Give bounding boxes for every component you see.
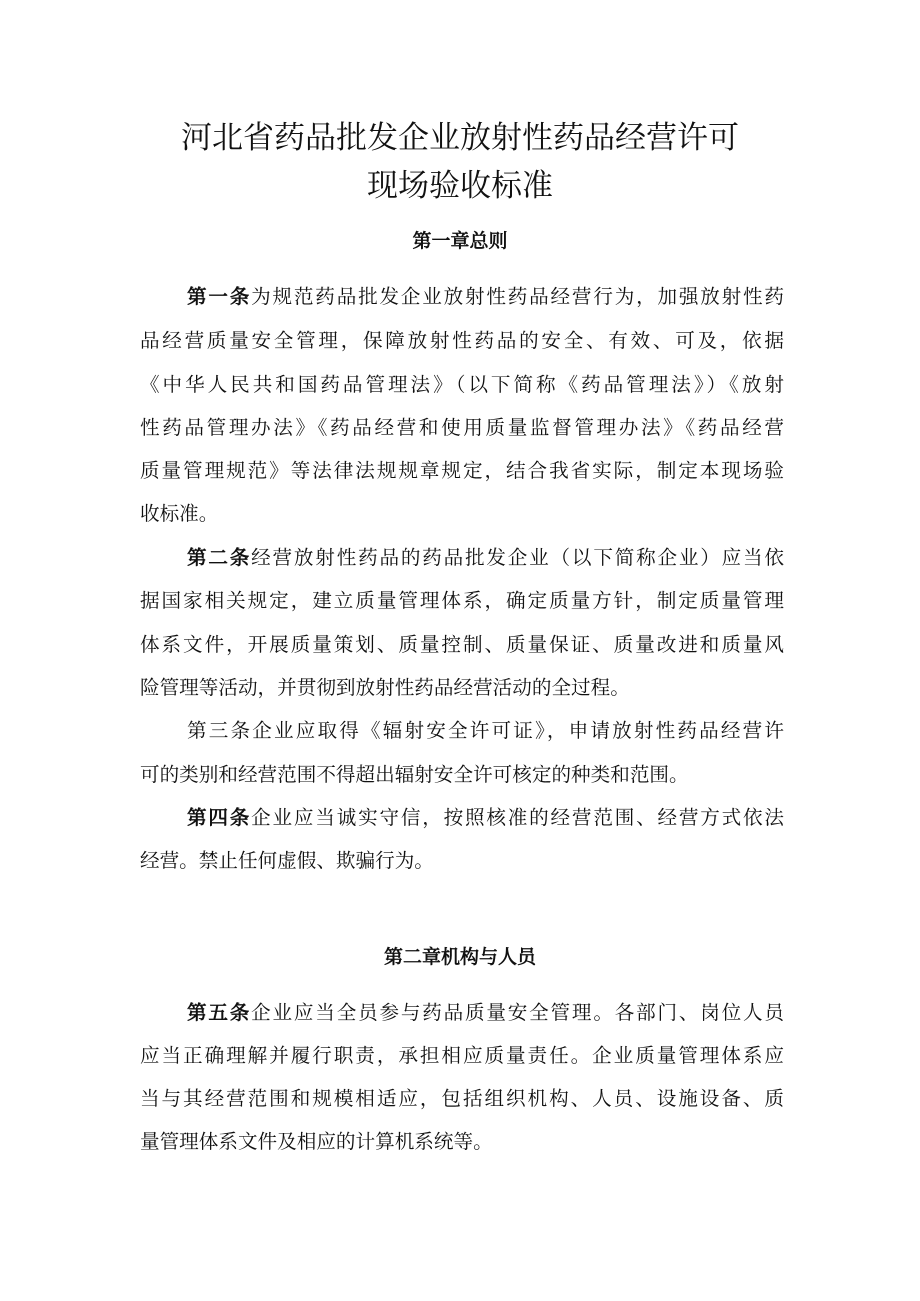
article-1-line-2: 品经营质量安全管理，保障放射性药品的安全、有效、可及，依据 [140, 329, 784, 352]
document-title-line-2: 现场验收标准 [367, 168, 553, 204]
chapter-heading-1: 第一章总则 [412, 230, 508, 252]
article-1-text-1: 为规范药品批发企业放射性药品经营行为，加强放射性药 [251, 285, 784, 308]
article-5-line-2: 应当正确理解并履行职责，承担相应质量责任。企业质量管理体系应 [140, 1044, 784, 1067]
chapter-heading-2: 第二章机构与人员 [383, 946, 536, 968]
article-5-line-3: 当与其经营范围和规模相适应，包括组织机构、人员、设施设备、质 [140, 1087, 784, 1110]
article-2-line-4: 险管理等活动，并贯彻到放射性药品经营活动的全过程。 [140, 676, 630, 699]
article-3-line-2: 可的类别和经营范围不得超出辐射安全许可核定的种类和范围。 [140, 763, 689, 786]
article-3-line-1: 第三条企业应取得《辐射安全许可证》，申请放射性药品经营许 [187, 719, 784, 742]
article-2-line-3: 体系文件，开展质量策划、质量控制、质量保证、质量改进和质量风 [140, 633, 784, 656]
document-title-line-1: 河北省药品批发企业放射性药品经营许可 [181, 120, 739, 156]
article-5-lead: 第五条 [187, 1001, 252, 1024]
article-1-line-4: 性药品管理办法》《药品经营和使用质量监督管理办法》《药品经营 [140, 416, 784, 439]
article-1-lead: 第一条 [187, 285, 252, 308]
article-5-text-1: 企业应当全员参与药品质量安全管理。各部门、岗位人员 [251, 1001, 784, 1024]
article-2-text-1: 经营放射性药品的药品批发企业（以下简称企业）应当依 [251, 546, 784, 569]
article-4-line-2: 经营。禁止任何虚假、欺骗行为。 [140, 849, 434, 872]
article-5-line-4: 量管理体系文件及相应的计算机系统等。 [140, 1130, 493, 1153]
article-2-line-1 [187, 543, 784, 573]
article-5-line-1 [187, 998, 784, 1028]
article-1-line-5: 质量管理规范》等法律法规规章规定，结合我省实际，制定本现场验 [140, 459, 784, 482]
article-1-line-6: 收标准。 [140, 502, 219, 525]
article-4-lead: 第四条 [187, 806, 252, 829]
article-1-line-3: 《中华人民共和国药品管理法》（以下简称《药品管理法》）《放射 [140, 373, 784, 396]
article-2-lead: 第二条 [187, 546, 252, 569]
article-2-line-2: 据国家相关规定，建立质量管理体系，确定质量方针，制定质量管理 [140, 589, 784, 612]
article-4-line-1 [187, 803, 784, 833]
article-4-text-1: 企业应当诚实守信，按照核准的经营范围、经营方式依法 [251, 806, 784, 829]
article-1-line-1 [187, 282, 784, 312]
